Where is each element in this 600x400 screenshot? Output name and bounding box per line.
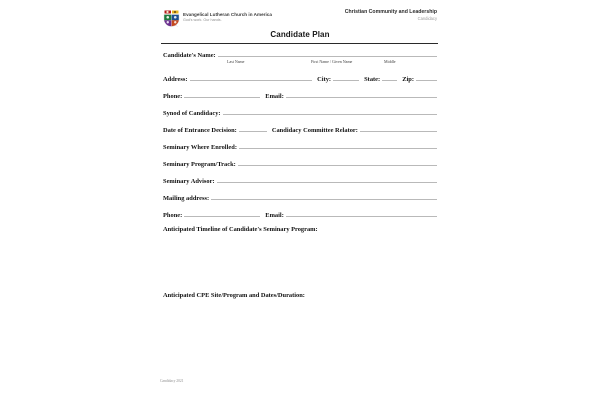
seminary-enrolled-label: Seminary Where Enrolled:: [163, 144, 237, 151]
field-row-seminary-advisor: [163, 175, 437, 185]
spacer: [163, 83, 437, 90]
brand-name: Evangelical Lutheran Church in America: [183, 12, 272, 18]
field-row-seminary-enrolled: [163, 141, 437, 151]
sublabel-middle-name: Middle: [384, 59, 396, 64]
state-label: State:: [364, 76, 381, 83]
seminary-enrolled-input[interactable]: [239, 141, 437, 149]
document-masthead: [163, 9, 437, 27]
field-row-seminary-program: [163, 158, 437, 168]
seminary-advisor-label: Seminary Advisor:: [163, 178, 215, 185]
timeline-heading: Anticipated Timeline of Candidate's Seminary Program:: [163, 226, 318, 233]
candidate-name-input[interactable]: [218, 49, 437, 57]
entrance-decision-label: Date of Entrance Decision:: [163, 127, 237, 134]
sublabel-first-name: First Name / Given Name: [311, 59, 353, 64]
phone-input[interactable]: [184, 90, 260, 98]
sublabel-last-name: Last Name: [227, 59, 245, 64]
address-label: Address:: [163, 76, 188, 83]
email-label: Email:: [265, 93, 284, 100]
brand-text-block: [183, 13, 272, 23]
spacer: [163, 117, 437, 124]
cpe-heading: Anticipated CPE Site/Program and Dates/Duration:: [163, 292, 305, 299]
mailing-address-label: Mailing address:: [163, 195, 210, 202]
zip-input[interactable]: [416, 73, 437, 81]
entrance-decision-input[interactable]: [239, 124, 267, 132]
unit-title: Christian Community and Leadership: [344, 9, 437, 15]
city-input[interactable]: [333, 73, 359, 81]
phone-label: Phone:: [163, 93, 183, 100]
spacer: [163, 202, 437, 209]
email-input[interactable]: [286, 90, 437, 98]
mailing-address-input[interactable]: [211, 192, 437, 200]
address-input[interactable]: [190, 73, 313, 81]
name-sublabels: [163, 59, 437, 66]
spacer: [163, 185, 437, 192]
mailing-email-input[interactable]: [286, 209, 437, 217]
spacer: [163, 134, 437, 141]
brand-tagline: God's work. Our hands.: [183, 17, 222, 22]
spacer: [163, 219, 437, 226]
city-label: City:: [317, 76, 332, 83]
spacer: [163, 100, 437, 107]
field-row-mailing-phone-email: [163, 209, 437, 219]
field-row-synod: [163, 107, 437, 117]
synod-label: Synod of Candidacy:: [163, 110, 221, 117]
relator-label: Candidacy Committee Relator:: [271, 127, 358, 134]
field-row-phone-email: [163, 90, 437, 100]
seminary-program-label: Seminary Program/Track:: [163, 161, 236, 168]
mailing-phone-input[interactable]: [184, 209, 260, 217]
elca-brand: [163, 9, 272, 27]
field-row-address: [163, 73, 437, 83]
zip-label: Zip:: [402, 76, 414, 83]
field-row-mailing-address: [163, 192, 437, 202]
unit-subtitle: Candidacy: [417, 16, 437, 22]
page-title: Candidate Plan: [270, 30, 330, 39]
field-row-entrance-decision: [163, 124, 437, 134]
spacer: [163, 151, 437, 158]
unit-block: [345, 9, 437, 22]
mailing-phone-label: Phone:: [163, 212, 183, 219]
title-divider: [161, 43, 438, 44]
seminary-advisor-input[interactable]: [217, 175, 437, 183]
mailing-email-label: Email:: [265, 212, 284, 219]
seminary-program-input[interactable]: [238, 158, 437, 166]
candidate-plan-form: [163, 49, 437, 233]
synod-input[interactable]: [223, 107, 437, 115]
candidate-name-label: Candidate's Name:: [163, 52, 216, 59]
elca-crest-icon: [163, 9, 180, 27]
field-row-candidate-name: [163, 49, 437, 59]
page-footer: Candidacy 2021: [160, 379, 184, 383]
state-input[interactable]: [382, 73, 397, 81]
spacer: [163, 168, 437, 175]
spacer: [163, 66, 437, 73]
relator-input[interactable]: [360, 124, 437, 132]
